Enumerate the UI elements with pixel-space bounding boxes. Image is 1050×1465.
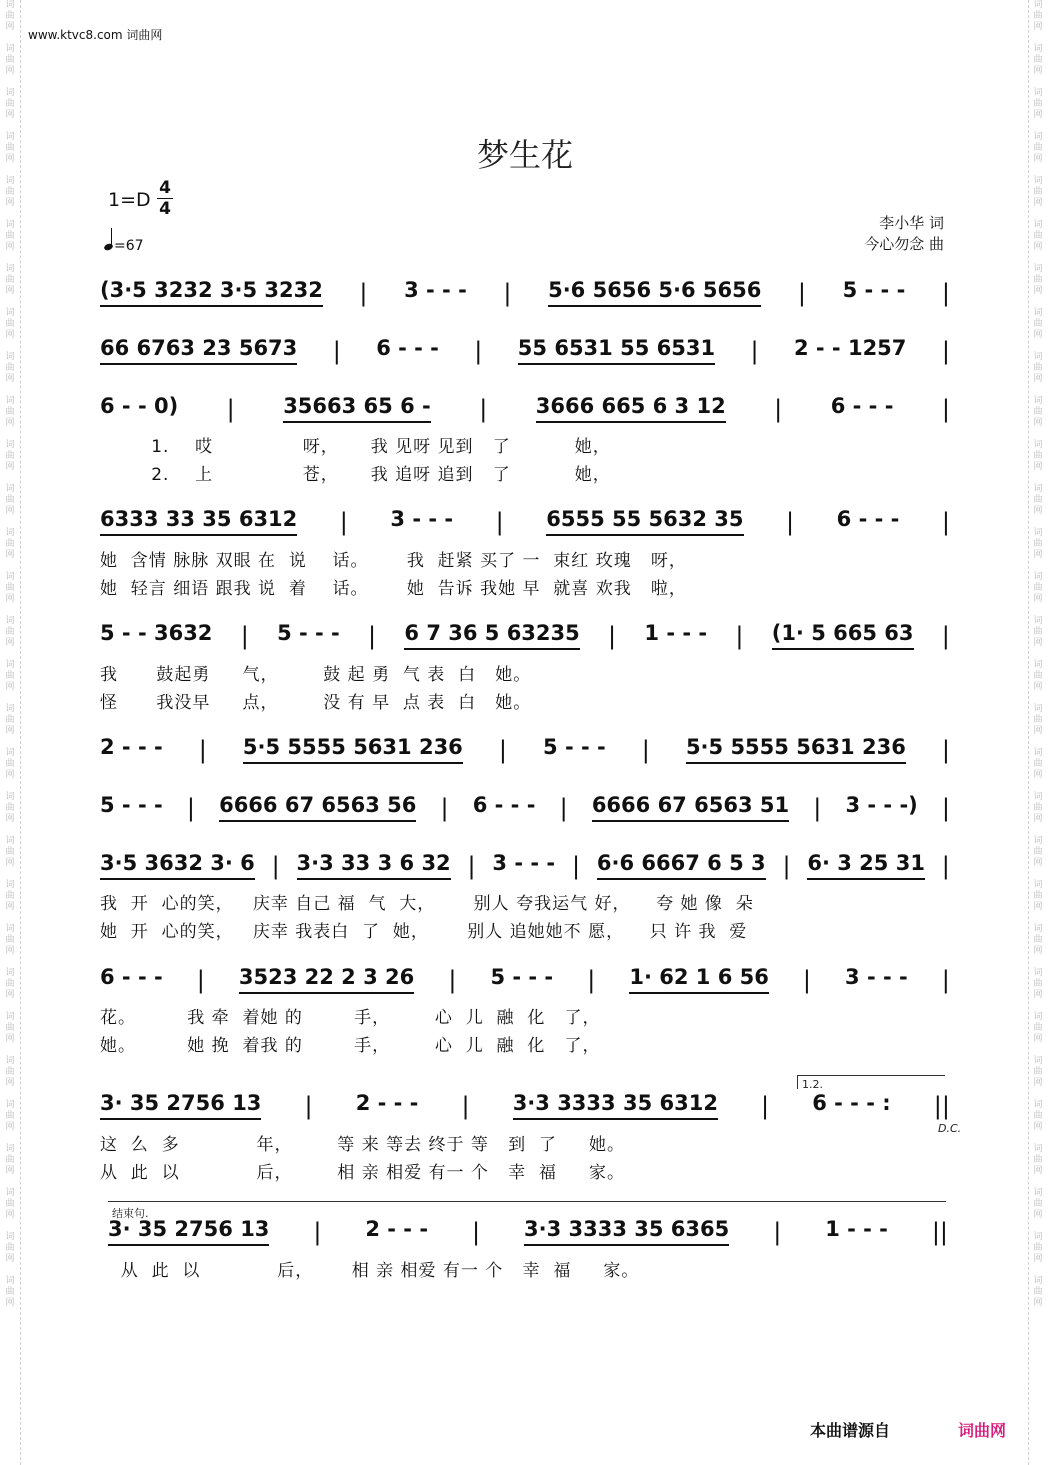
lyric-line: 2. 上 苍， 我 追呀 追到 了 她， xyxy=(100,465,611,485)
barline: | xyxy=(359,279,368,307)
measure: 1· 62 1 6 56 xyxy=(629,965,769,996)
measure: 3666 665 6 3 12 xyxy=(536,394,726,425)
barline: | xyxy=(571,852,581,880)
measure: (3·5 3232 3·5 3232 xyxy=(100,278,323,309)
measure: 55 6531 55 6531 xyxy=(518,336,715,367)
lyric-line: 我 开 心的笑， 庆幸 自己 福 气 大， 别人 夸我运气 好， 夸 她 像 朵 xyxy=(100,894,754,914)
measure: 2 - - - xyxy=(365,1216,429,1241)
barline: | xyxy=(339,508,348,536)
volta-bracket-edge xyxy=(797,1075,798,1089)
measure: 5·5 5555 5631 236 xyxy=(243,735,463,766)
barline: | xyxy=(332,337,341,365)
dc-label: D.C. xyxy=(938,1122,962,1135)
barline: | xyxy=(368,622,377,650)
footer-source-label: 本曲谱源自 xyxy=(810,1421,891,1440)
barline: | xyxy=(761,1092,770,1120)
measure: 5·5 5555 5631 236 xyxy=(686,735,906,766)
barline: | xyxy=(471,1218,481,1246)
score-row xyxy=(100,336,950,366)
barline: | xyxy=(941,966,950,994)
quarter-note-icon xyxy=(103,243,114,252)
barline: | xyxy=(440,794,449,822)
measure: 6 - - - : xyxy=(812,1090,891,1115)
time-signature-bottom: 4 xyxy=(159,199,171,219)
measure: 2 - - - xyxy=(100,734,163,759)
barline: | xyxy=(461,1092,470,1120)
barline: | xyxy=(587,966,596,994)
barline: | xyxy=(750,337,759,365)
volta-bracket xyxy=(797,1075,945,1076)
measure: 6666 67 6563 51 xyxy=(592,793,789,824)
measure: 35663 65 6 - xyxy=(283,394,431,425)
footer-brand-link[interactable]: 词曲网 xyxy=(958,1421,1007,1440)
barline: | xyxy=(941,736,950,764)
barline: | xyxy=(240,622,249,650)
barline: | xyxy=(941,508,950,536)
coda-label: 结束句. xyxy=(112,1207,149,1220)
measure: 3 - - -) xyxy=(845,792,918,817)
time-signature xyxy=(157,178,173,219)
barline: | xyxy=(774,395,783,423)
barline: | xyxy=(226,395,235,423)
barline: | xyxy=(448,966,457,994)
lyricist-credit: 李小华 词 xyxy=(879,214,944,232)
barline: | xyxy=(186,794,195,822)
barline: | xyxy=(198,736,207,764)
barline: | xyxy=(608,622,617,650)
watermark-left: 词 曲 网 词 曲 网 词 曲 网 词 曲 网 词 曲 网 词 曲 网 词 曲 网 词 曲 网 词 曲 网 词 曲 网 词 曲 网 词 曲 网 词 曲 网 词 曲 网 词 曲 网 词 曲 网 词 曲 网 词 曲 网 词 曲 网 词 曲 网 词 曲 网 词 曲 网 词 曲 网 词 曲 网 词 曲 网 词 曲 网 词 曲 网 词 曲 网 词 曲 网 词 曲 网 xyxy=(5,0,15,1308)
measure: 6·6 6667 6 5 3 xyxy=(597,851,766,882)
lyric-line: 我 鼓起勇 气， 鼓 起 勇 气 表 白 她。 xyxy=(100,665,532,685)
score-row xyxy=(100,507,950,537)
barline: | xyxy=(559,794,568,822)
barline: | xyxy=(941,852,950,880)
score-row xyxy=(100,851,950,881)
lyric-line: 从 此 以 后， 相 亲 相爱 有一 个 幸 福 家。 xyxy=(100,1163,625,1183)
measure: 3 - - - xyxy=(390,506,454,531)
lyric-line: 花。 我 牵 着她 的 手， 心 儿 融 化 了， xyxy=(100,1008,601,1028)
song-title: 梦生花 xyxy=(476,136,573,174)
barline: | xyxy=(735,622,744,650)
measure: 1 - - - xyxy=(644,620,708,645)
barline: | xyxy=(773,1218,782,1246)
measure: 66 6763 23 5673 xyxy=(100,336,297,367)
measure: 3·5 3632 3· 6 xyxy=(100,851,255,882)
score-row xyxy=(100,965,950,995)
volta-label: 1.2. xyxy=(802,1078,823,1091)
measure: 3 - - - xyxy=(404,277,467,302)
time-signature-top: 4 xyxy=(159,178,171,198)
measure: 3·3 33 3 6 32 xyxy=(297,851,451,882)
measure: 2 - - 1257 xyxy=(793,335,907,360)
lyric-line: 这 么 多 年， 等 来 等去 终于 等 到 了 她。 xyxy=(100,1135,625,1155)
barline: | xyxy=(641,736,650,764)
barline: | xyxy=(304,1092,313,1120)
measure: 3·3 3333 35 6312 xyxy=(513,1091,718,1122)
barline: | xyxy=(941,794,950,822)
measure: 3·3 3333 35 6365 xyxy=(524,1217,729,1248)
barline: | xyxy=(802,966,811,994)
measure: 6 - - - xyxy=(836,506,900,531)
measure: 6 - - - xyxy=(100,964,163,989)
measure: 1 - - - xyxy=(825,1216,888,1241)
barline: | xyxy=(941,279,950,307)
lyric-line: 她 含情 脉脉 双眼 在 说 话。 我 赶紧 买了 一 束红 玫瑰 呀， xyxy=(100,551,687,571)
measure: 6555 55 5632 35 xyxy=(546,507,743,538)
score-row xyxy=(100,394,950,424)
site-url[interactable]: www.ktvc8.com 词曲网 xyxy=(28,28,163,42)
measure: 6666 67 6563 56 xyxy=(219,793,416,824)
barline: | xyxy=(797,279,807,307)
measure: 5·6 5656 5·6 5656 xyxy=(548,278,761,309)
lyric-line: 她。 她 挽 着我 的 手， 心 儿 融 化 了， xyxy=(100,1036,601,1056)
measure: 5 - - - xyxy=(490,964,554,989)
key-signature: 1=D xyxy=(108,189,151,211)
barline: | xyxy=(498,736,507,764)
barline: | xyxy=(503,279,512,307)
measure: 5 - - - xyxy=(100,792,163,817)
barline: | xyxy=(941,395,950,423)
measure: 5 - - - xyxy=(543,734,606,759)
score-row xyxy=(100,278,950,308)
score-row xyxy=(100,621,950,651)
measure: 3· 35 2756 13 xyxy=(108,1217,269,1248)
margin-line-left xyxy=(20,0,21,1465)
score-row xyxy=(108,1217,948,1247)
measure: 5 - - 3632 xyxy=(100,620,213,645)
composer-credit: 今心勿念 曲 xyxy=(864,235,944,253)
barline: | xyxy=(782,852,791,880)
barline: | xyxy=(813,794,822,822)
measure: 6 - - - xyxy=(472,792,536,817)
final-barline: || xyxy=(931,1218,948,1246)
lyric-line: 怪 我没早 点， 没 有 早 点 表 白 她。 xyxy=(100,693,532,713)
margin-line-right xyxy=(1028,0,1029,1465)
lyric-line: 从 此 以 后， 相 亲 相爱 有一 个 幸 福 家。 xyxy=(108,1261,640,1281)
measure: 6 7 36 5 63235 xyxy=(404,621,579,652)
barline: | xyxy=(474,337,483,365)
final-barline: || xyxy=(933,1092,950,1120)
lyric-line: 她 轻言 细语 跟我 说 着 话。 她 告诉 我她 早 就喜 欢我 啦， xyxy=(100,579,687,599)
measure: 6 - - 0) xyxy=(100,393,179,418)
measure: 2 - - - xyxy=(355,1090,419,1115)
note-stem-icon xyxy=(111,228,112,248)
barline: | xyxy=(271,852,280,880)
watermark-right: 词 曲 网 词 曲 网 词 曲 网 词 曲 网 词 曲 网 词 曲 网 词 曲 网 词 曲 网 词 曲 网 词 曲 网 词 曲 网 词 曲 网 词 曲 网 词 曲 网 词 曲 网 词 曲 网 词 曲 网 词 曲 网 词 曲 网 词 曲 网 词 曲 网 词 曲 网 词 曲 网 词 曲 网 词 曲 网 词 曲 网 词 曲 网 词 曲 网 词 曲 网 词 曲 网 xyxy=(1033,0,1043,1308)
lyric-line: 她 开 心的笑， 庆幸 我表白 了 她， 别人 追她她不 愿， 只 许 我 爱 xyxy=(100,922,748,942)
measure: 6· 3 25 31 xyxy=(807,851,925,882)
measure: 6333 33 35 6312 xyxy=(100,507,297,538)
measure: 5 - - - xyxy=(277,620,340,645)
measure: 3· 35 2756 13 xyxy=(100,1091,261,1122)
lyric-line: 1. 哎 呀， 我 见呀 见到 了 她， xyxy=(100,437,611,457)
measure: (1· 5 665 63 xyxy=(772,621,914,652)
barline: | xyxy=(467,852,476,880)
measure: 3 - - - xyxy=(492,850,556,875)
barline: | xyxy=(786,508,795,536)
barline: | xyxy=(196,966,205,994)
barline: | xyxy=(941,622,950,650)
barline: | xyxy=(941,337,950,365)
score-row xyxy=(100,1091,950,1121)
measure: 3523 22 2 3 26 xyxy=(239,965,414,996)
tempo-marking xyxy=(104,230,144,254)
measure: 6 - - - xyxy=(830,393,894,418)
barline: | xyxy=(479,395,488,423)
score-row xyxy=(100,793,950,823)
measure: 5 - - - xyxy=(842,277,906,302)
coda-bracket xyxy=(108,1201,946,1202)
barline: | xyxy=(495,508,504,536)
barline: | xyxy=(313,1218,322,1246)
measure: 6 - - - xyxy=(376,335,439,360)
tempo-value: =67 xyxy=(114,238,144,254)
measure: 3 - - - xyxy=(845,964,908,989)
score-row xyxy=(100,735,950,765)
